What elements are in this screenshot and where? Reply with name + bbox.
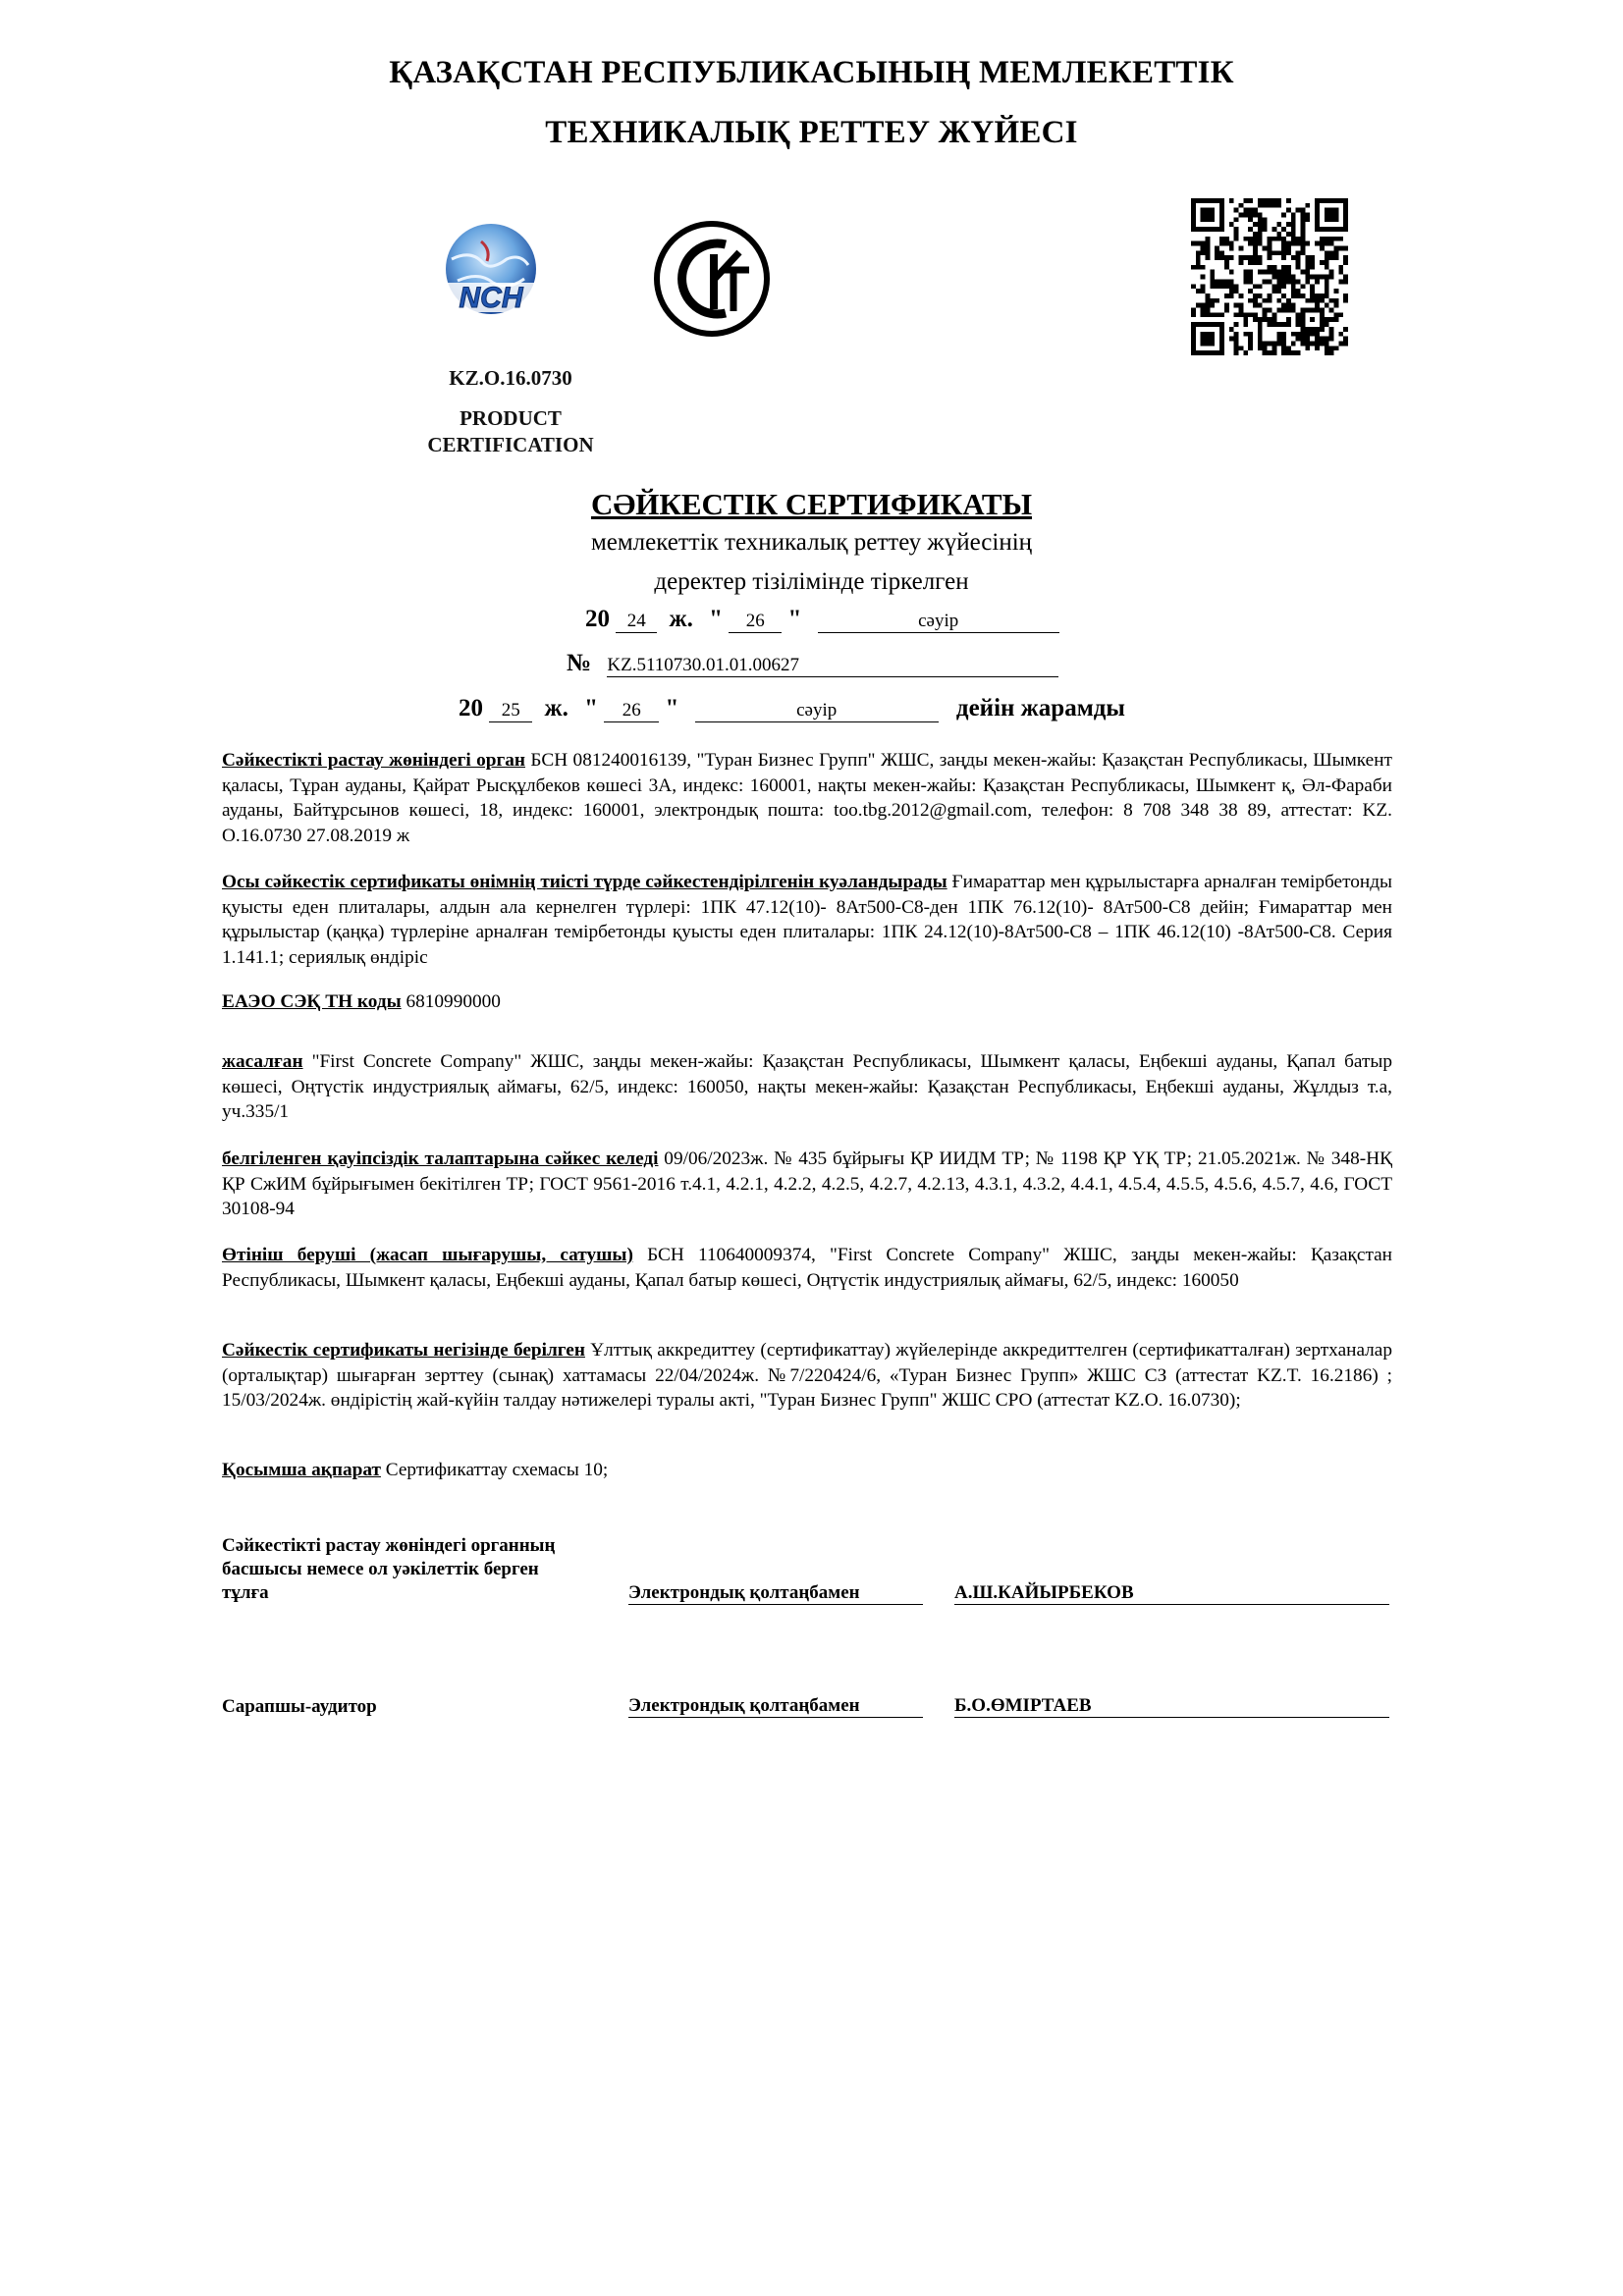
auditor-name-text: Б.О.ӨМІРТАЕВ <box>954 1695 1092 1716</box>
caption-certification: CERTIFICATION <box>427 433 594 456</box>
reg-quote-close: " <box>787 606 802 632</box>
head-role-line-2: басшысы немесе ол уәкілеттік берген <box>222 1559 539 1579</box>
extra-section <box>222 1458 1392 1483</box>
subtitle-line-2: деректер тізілімінде тіркелген <box>654 568 969 595</box>
certification-body-section <box>222 748 1392 848</box>
valid-quote-open: " <box>584 695 599 721</box>
reg-year-suffix: ж. <box>669 606 693 632</box>
head-name-text: А.Ш.КАЙЫРБЕКОВ <box>954 1582 1134 1603</box>
valid-century: 20 <box>459 695 483 721</box>
auditor-signature-name <box>954 1695 1389 1718</box>
head-role-line-1: Сәйкестікті растау жөніндегі органның <box>222 1535 556 1556</box>
extra-text: Сертификаттау схемасы 10; <box>380 1460 609 1480</box>
kt-standard-mark-icon <box>651 219 773 339</box>
certificate-number <box>567 650 1077 677</box>
valid-year: 25 <box>489 700 532 722</box>
head-role-line-3: тұлға <box>222 1582 269 1603</box>
reg-day: 26 <box>729 611 782 633</box>
product-label: Осы сәйкестік сертификаты өнімнің тиісті түрде сәйкестендірілгенін куәландырады <box>222 872 947 892</box>
globe-logo-icon <box>422 220 560 328</box>
code-label: ЕАЭО СЭҚ ТН коды <box>222 991 402 1012</box>
auditor-signature-method <box>628 1695 923 1718</box>
extra-label: Қосымша ақпарат <box>222 1460 381 1480</box>
qr-code <box>1190 198 1349 355</box>
number-label: № <box>567 650 592 676</box>
code-section <box>222 989 1392 1015</box>
manufacturer-text: "First Concrete Company" ЖШС, заңды мекен-жайы: Қазақстан Республикасы, Шымкент қаласы, Еңбекші ауданы, Қапал батыр көшесі, Оңтүстік индустриялық аймағы, 62/5, индекс: 160050, нақты мекен-жайы: Қазақстан Республикасы, Еңбекші ауданы, Жұлдыз т.а, уч.335/1 <box>222 1051 1392 1122</box>
certification-body-text: БСН 081240016139, "Туран Бизнес Групп" ЖШС, заңды мекен-жайы: Қазақстан Республикасы, Шымкент қаласы, Тұран ауданы, Қайрат Рысқұлбеков көшесі 3А, индекс: 160001, нақты мекен-жайы: Қазақстан Республикасы, Шымкент қ, Әл-Фараби ауданы, Байтұрсынов көшесі, 18, индекс: 160001, электрондық пошта: too.tbg.2012@gmail.com, телефон: 8 708 348 38 89, аттестат: KZ. О.16.0730 27.08.2019 ж <box>222 750 1392 846</box>
header-line-2: ТЕХНИКАЛЫҚ РЕТТЕУ ЖҮЙЕСІ <box>545 115 1078 150</box>
registration-code: KZ.О.16.0730 <box>449 366 572 390</box>
valid-year-suffix: ж. <box>544 695 568 721</box>
qr-code-icon <box>1190 198 1349 355</box>
product-text: Ғимараттар мен құрылыстарға арналған темірбетонды қуысты еден плиталары, алдын ала кернелген түрлері: 1ПК 47.12(10)- 8Ат500-С8-ден 1ПК 76.12(10)- 8Ат500-С8 дейін; Ғимараттар мен құрылыстар (қаңқа) түрлеріне арналған темірбетонды қуысты еден плиталары: 1ПК 24.12(10)-8Ат500-С8 – 1ПК 46.12(10) -8Ат500-С8. Серия 1.141.1; сериялық өндіріс <box>222 872 1393 968</box>
requirements-text: 09/06/2023ж. № 435 бұйрығы ҚР ИИДМ ТР; № 1198 ҚР ҮҚ ТР; 21.05.2021ж. № 348-НҚ ҚР СжИМ бұйрығымен бекітілген ТР; ГОСТ 9561-2016 т.4.1, 4.2.1, 4.2.2, 4.2.5, 4.2.7, 4.2.13, 4.3.1, 4.3.2, 4.4.1, 4.5.4, 4.5.5, 4.5.6, 4.5.7, 4.6, ГОСТ 30108-94 <box>222 1148 1392 1219</box>
reg-century: 20 <box>585 606 610 632</box>
subtitle-line-1: мемлекеттік техникалық реттеу жүйесінің <box>590 529 1033 556</box>
head-signature-method <box>628 1582 923 1605</box>
basis-text: Ұлттық аккредиттеу (сертификаттау) жүйелерінде аккредиттелген (сертификатталған) зертханалар (орталықтар) шығарған зерттеу (сынақ) хаттамасы 22/04/2024ж. №7/220424/6, «Туран Бизнес Групп» ЖШС СЗ (аттестат KZ.T. 16.2186) ; 15/03/2024ж. өндірістің жай-күйін талдау нәтижелері туралы акті, "Туран Бизнес Групп" ЖШС СРО (аттестат KZ.О. 16.0730); <box>222 1340 1392 1411</box>
valid-suffix: дейін жарамды <box>955 695 1125 721</box>
reg-year: 24 <box>616 611 657 633</box>
valid-until <box>459 695 1205 722</box>
head-signature-name <box>954 1582 1389 1605</box>
code-text: 6810990000 <box>401 991 501 1012</box>
ncn-logo-text: NCH <box>459 282 523 314</box>
reg-quote-open: " <box>709 606 724 632</box>
valid-quote-close: " <box>665 695 679 721</box>
header-line-1: ҚАЗАҚСТАН РЕСПУБЛИКАСЫНЫҢ МЕМЛЕКЕТТІК <box>389 55 1234 90</box>
kt-mark <box>651 219 773 339</box>
applicant-section <box>222 1243 1392 1293</box>
basis-label: Сәйкестік сертификаты негізінде берілген <box>222 1340 585 1361</box>
valid-month: сәуір <box>695 700 939 722</box>
reg-month: сәуір <box>818 611 1059 633</box>
basis-section <box>222 1338 1392 1414</box>
head-role <box>222 1534 634 1605</box>
number-value: KZ.5110730.01.01.00627 <box>607 655 1058 677</box>
certification-body-label: Сәйкестікті растау жөніндегі орган <box>222 750 525 771</box>
requirements-section <box>222 1147 1392 1222</box>
applicant-text: БСН 110640009374, "First Concrete Company" ЖШС, заңды мекен-жайы: Қазақстан Республикасы, Шымкент қаласы, Еңбекші ауданы, Қапал батыр көшесі, Оңтүстік индустриялық аймағы, 62/5, индекс: 160050 <box>222 1245 1392 1291</box>
auditor-role: Сарапшы-аудитор <box>222 1696 377 1717</box>
caption-product: PRODUCT <box>460 406 562 430</box>
valid-day: 26 <box>604 700 659 722</box>
product-section <box>222 870 1392 970</box>
manufacturer-label: жасалған <box>222 1051 303 1072</box>
ncn-logo <box>422 220 560 328</box>
document-title: СӘЙКЕСТІК СЕРТИФИКАТЫ <box>590 487 1033 521</box>
registration-date <box>585 606 1096 633</box>
manufacturer-section <box>222 1049 1392 1125</box>
auditor-signature-method-text: Электрондық қолтаңбамен <box>628 1695 860 1716</box>
requirements-label: белгіленген қауіпсіздік талаптарына сәйкес келеді <box>222 1148 659 1169</box>
applicant-label: Өтініш беруші (жасап шығарушы, сатушы) <box>222 1245 633 1265</box>
head-signature-method-text: Электрондық қолтаңбамен <box>628 1582 860 1603</box>
